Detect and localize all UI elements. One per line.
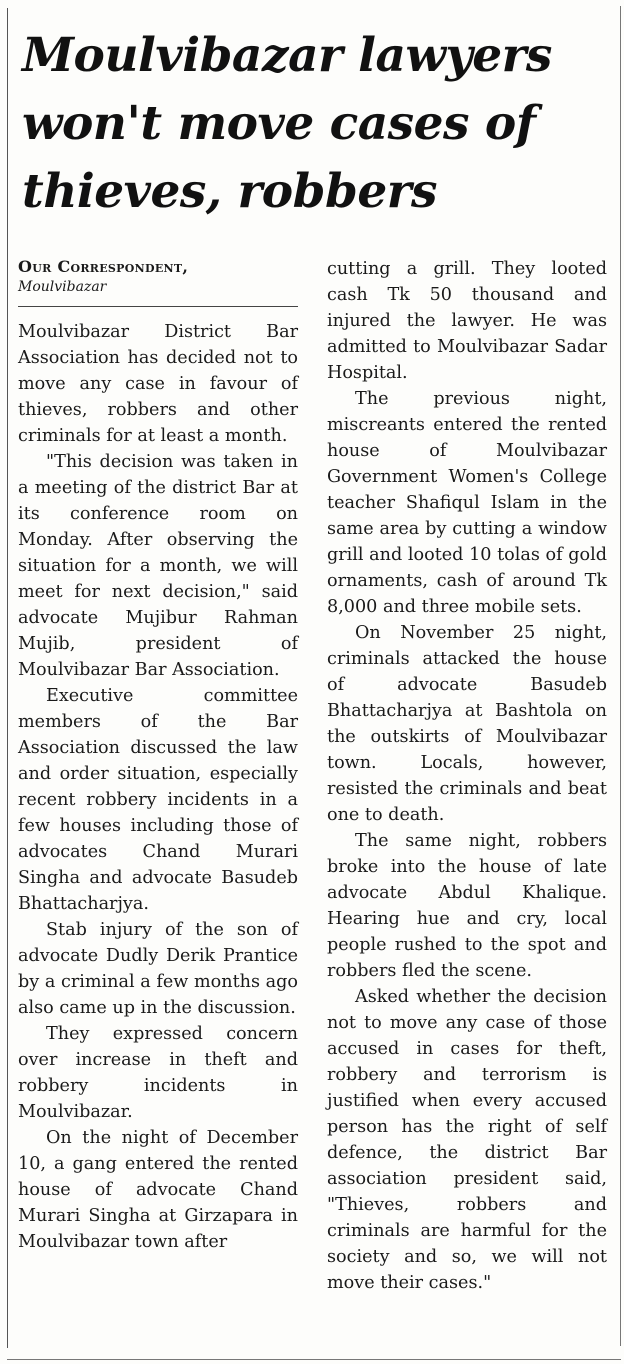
byline-correspondent: Our Correspondent,	[18, 257, 189, 276]
article-column-2	[327, 256, 607, 1296]
paragraph: Executive committee members of the Bar Association discussed the law and order situation, especially recent robbery incidents in a few houses including those of advocates Chand Murari Singha and advocate Basudeb Bhattacharjya.	[18, 686, 298, 914]
byline-divider	[18, 306, 298, 307]
paragraph: Stab injury of the son of advocate Dudly Derik Prantice by a criminal a few months ago also came up in the discussion.	[18, 920, 298, 1018]
left-border-rule	[7, 8, 8, 1348]
bottom-border-rule	[7, 1359, 621, 1360]
paragraph: They expressed concern over increase in theft and robbery incidents in Moulvibazar.	[18, 1024, 298, 1122]
paragraph: The previous night, miscreants entered the rented house of Moulvibazar Government Women's College teacher Shafiqul Islam in the same area by cutting a window grill and looted 10 tolas of gold ornaments, cash of around Tk 8,000 and three mobile sets.	[327, 389, 607, 617]
paragraph: "This decision was taken in a meeting of the district Bar at its conference room on Monday. After observing the situation for a month, we will meet for next decision," said advocate Mujibur Rahman Mujib, president of Moulvibazar Bar Association.	[18, 452, 298, 680]
paragraph: The same night, robbers broke into the house of late advocate Abdul Khalique. Hearing hue and cry, local people rushed to the spot and robbers fled the scene.	[327, 831, 607, 981]
article-column-1	[18, 256, 298, 1255]
paragraph: cutting a grill. They looted cash Tk 50 thousand and injured the lawyer. He was admitted to Moulvibazar Sadar Hospital.	[327, 259, 607, 383]
paragraph: Moulvibazar District Bar Association has decided not to move any case in favour of thieves, robbers and other criminals for at least a month.	[18, 322, 298, 446]
byline-dateline: Moulvibazar	[18, 279, 107, 295]
paragraph: Asked whether the decision not to move any case of those accused in cases for theft, robbery and terrorism is justified when every accused person has the right of self defence, the district Bar association president said, "Thieves, robbers and criminals are harmful for the society and so, we will not move their cases."	[327, 987, 607, 1293]
paragraph: On the night of December 10, a gang entered the rented house of advocate Chand Murari Singha at Girzapara in Moulvibazar town after	[18, 1128, 298, 1252]
paragraph: On November 25 night, criminals attacked the house of advocate Basudeb Bhattacharjya at Bashtola on the outskirts of Moulvibazar town. Locals, however, resisted the criminals and beat one to death.	[327, 623, 607, 825]
byline	[18, 256, 298, 296]
headline: Moulvibazar lawyers won't move cases of thieves, robbers	[22, 28, 552, 219]
